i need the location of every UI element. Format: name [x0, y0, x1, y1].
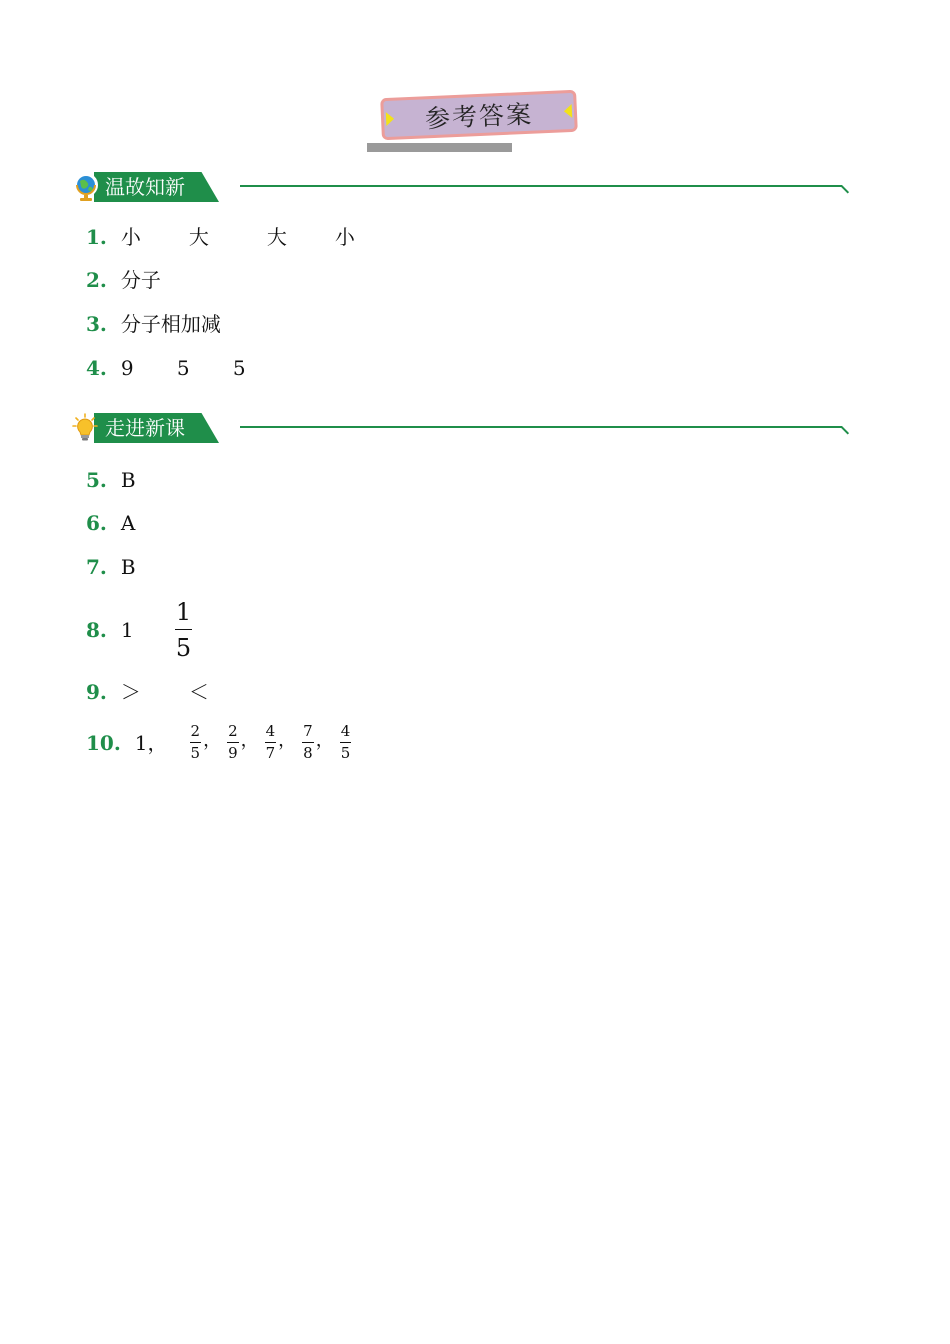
section-title: 温故知新 — [105, 175, 185, 199]
fraction-numerator: 1 — [175, 598, 192, 626]
fraction-numerator: 4 — [265, 722, 276, 740]
separator: ， — [278, 730, 297, 751]
answer-value: 9 — [120, 356, 134, 380]
fraction-denominator: 8 — [303, 744, 313, 762]
fraction-denominator: 9 — [228, 744, 238, 762]
lightbulb-icon — [72, 413, 102, 443]
section-header-review — [72, 172, 852, 208]
section-divider-tail — [834, 426, 850, 442]
answer-number: 1. — [86, 225, 107, 249]
separator: ， — [240, 730, 259, 751]
fraction — [175, 600, 192, 660]
answer-number: 2. — [86, 268, 107, 292]
answer-number: 7. — [86, 555, 107, 579]
answer-item — [86, 511, 135, 535]
answer-value: 大 — [188, 225, 209, 249]
answer-item — [86, 312, 221, 336]
fraction-bar — [190, 742, 202, 743]
answer-value: 5 — [176, 356, 190, 380]
answer-value: 大 — [266, 225, 287, 249]
fraction-denominator: 5 — [175, 634, 192, 662]
answer-value: 1， — [134, 730, 168, 755]
fraction-bar — [340, 742, 352, 743]
answer-value: B — [120, 555, 136, 579]
section-title: 走进新课 — [105, 416, 185, 440]
section-divider — [240, 185, 842, 187]
answer-item — [86, 268, 161, 292]
answer-value: 分子相加减 — [120, 312, 221, 336]
answer-item — [86, 680, 209, 704]
answer-value: 5 — [232, 356, 246, 380]
answer-number: 3. — [86, 312, 107, 336]
answer-value: B — [120, 468, 136, 492]
answer-value: 1 — [120, 618, 134, 642]
answer-item — [86, 600, 192, 660]
answer-item — [86, 468, 136, 492]
answer-item — [86, 225, 355, 249]
section-divider-tail — [834, 185, 850, 201]
fraction-numerator: 2 — [228, 722, 238, 740]
answer-value: ＞ — [120, 680, 141, 704]
answer-number: 10. — [86, 730, 121, 755]
fraction-bar — [265, 742, 277, 743]
fraction — [190, 724, 202, 761]
fraction — [227, 724, 239, 761]
answer-item — [86, 555, 136, 579]
answer-value: 小 — [334, 225, 355, 249]
fraction — [265, 724, 277, 761]
fraction-bar — [175, 629, 192, 630]
fraction — [302, 724, 314, 761]
answer-number: 8. — [86, 618, 107, 642]
section-header-new-lesson — [72, 413, 852, 449]
separator: ， — [203, 730, 222, 751]
answer-value: ＜ — [188, 680, 209, 704]
answer-value: 小 — [120, 225, 141, 249]
fraction-bar — [227, 742, 239, 743]
fraction-numerator: 7 — [303, 722, 313, 740]
fraction-denominator: 5 — [340, 744, 351, 762]
answer-item — [86, 356, 246, 380]
fraction-denominator: 7 — [265, 744, 276, 762]
answer-item — [86, 724, 351, 761]
answer-key-title — [367, 88, 587, 154]
section-divider — [240, 426, 842, 428]
answer-value: 分子 — [120, 268, 161, 292]
title-shadow-bar — [367, 143, 512, 152]
answer-value: A — [120, 511, 136, 535]
answer-number: 9. — [86, 680, 107, 704]
fraction-denominator: 5 — [190, 744, 201, 762]
fraction-numerator: 2 — [190, 722, 201, 740]
title-badge — [380, 90, 578, 141]
answer-number: 5. — [86, 468, 107, 492]
fraction-bar — [302, 742, 314, 743]
answer-number: 4. — [86, 356, 107, 380]
page-title: 参考答案 — [424, 99, 534, 134]
fraction-numerator: 4 — [340, 722, 351, 740]
globe-icon — [72, 172, 102, 202]
separator: ， — [315, 730, 334, 751]
fraction — [340, 724, 352, 761]
answer-number: 6. — [86, 511, 107, 535]
